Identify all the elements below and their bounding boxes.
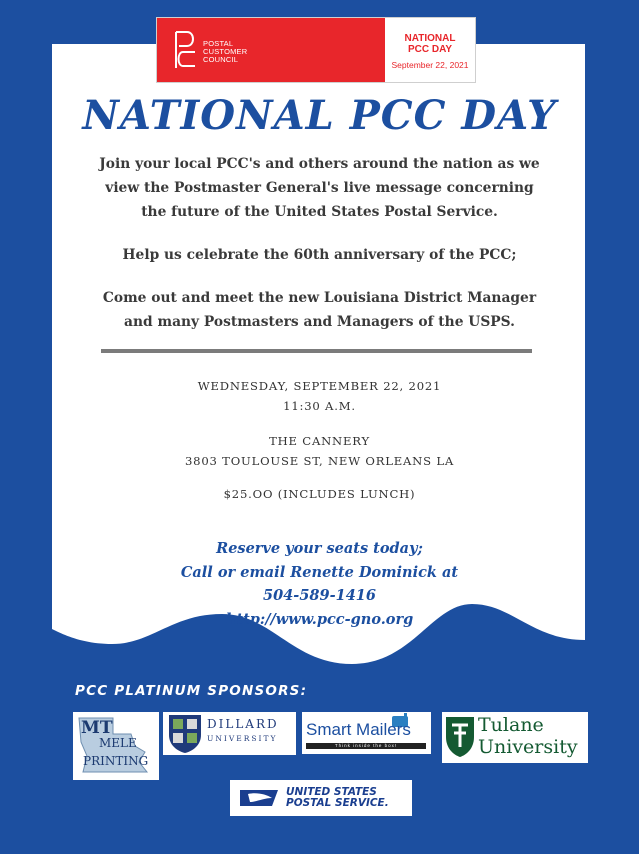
smart-mailers-tagline: Think inside the box! (306, 743, 426, 749)
page-title: NATIONAL PCC DAY (82, 92, 557, 139)
tulane-university-logo (442, 712, 588, 763)
event-location (60, 431, 579, 471)
eagle-icon (238, 786, 282, 810)
dillard-name: DILLARD (207, 717, 279, 731)
dillard-university-logo (163, 712, 296, 755)
reserve-link[interactable]: http://www.pcc-gno.org (225, 610, 414, 628)
smart-mailers-logo (302, 712, 431, 754)
tulane-university: University (478, 736, 578, 758)
pcc-day-badge (385, 18, 475, 82)
tulane-shield-icon (444, 715, 476, 759)
reserve-phone: 504-589-1416 (263, 587, 376, 604)
mele-name: MELE (99, 736, 137, 750)
usps-line-1: UNITED STATES (286, 786, 377, 798)
reserve-line: Reserve your seats today; (216, 540, 423, 557)
intro-line: view the Postmaster General's live message concerning (105, 180, 534, 196)
reserve-info (60, 537, 579, 631)
divider (101, 349, 532, 353)
pcc-logo-icon (173, 30, 199, 70)
tulane-name: Tulane (478, 714, 544, 736)
mele-mark: MT (81, 718, 113, 738)
intro-line: the future of the United States Postal Service. (141, 204, 498, 220)
dillard-university: UNIVERSITY (207, 734, 278, 743)
intro-line: and many Postmasters and Managers of the USPS. (124, 314, 515, 330)
event-price: $25.OO (INCLUDES LUNCH) (223, 487, 416, 501)
sponsors-heading: PCC PLATINUM SPONSORS: (75, 683, 308, 699)
event-date: WEDNESDAY, SEPTEMBER 22, 2021 (197, 379, 442, 393)
pcc-org-name (203, 40, 247, 64)
badge-date: September 22, 2021 (391, 60, 469, 70)
badge-line-1: NATIONAL (404, 33, 456, 44)
intro-line: Come out and meet the new Louisiana District Manager (102, 290, 537, 306)
dillard-crest-icon (165, 713, 205, 753)
event-time: 11:30 A.M. (283, 399, 356, 413)
usps-line-2: POSTAL SERVICE. (286, 797, 389, 809)
tulane-wordmark (478, 714, 578, 758)
mele-printing: PRINTING (83, 754, 149, 768)
pcc-header-badge (157, 18, 475, 82)
intro-line: Join your local PCC's and others around the nation as we (99, 156, 540, 172)
intro-paragraph-3 (60, 286, 579, 334)
event-datetime (60, 376, 579, 416)
pcc-logo-block (157, 18, 385, 82)
smart-mailers-name: Smart Mailers (306, 720, 411, 739)
mele-printing-logo (73, 712, 159, 780)
org-line-2: CUSTOMER (203, 47, 248, 56)
reserve-contact: Call or email Renette Dominick at (180, 563, 459, 581)
intro-paragraph-2: Help us celebrate the 60th anniversary of the PCC; (122, 247, 517, 263)
event-address: 3803 TOULOUSE ST, NEW ORLEANS LA (184, 454, 455, 468)
event-venue: THE CANNERY (269, 434, 370, 448)
badge-line-2: PCC DAY (407, 44, 453, 55)
org-line-3: COUNCIL (203, 55, 239, 64)
intro-paragraph-1 (60, 152, 579, 224)
usps-logo (230, 780, 412, 816)
org-line-1: POSTAL (203, 39, 234, 48)
